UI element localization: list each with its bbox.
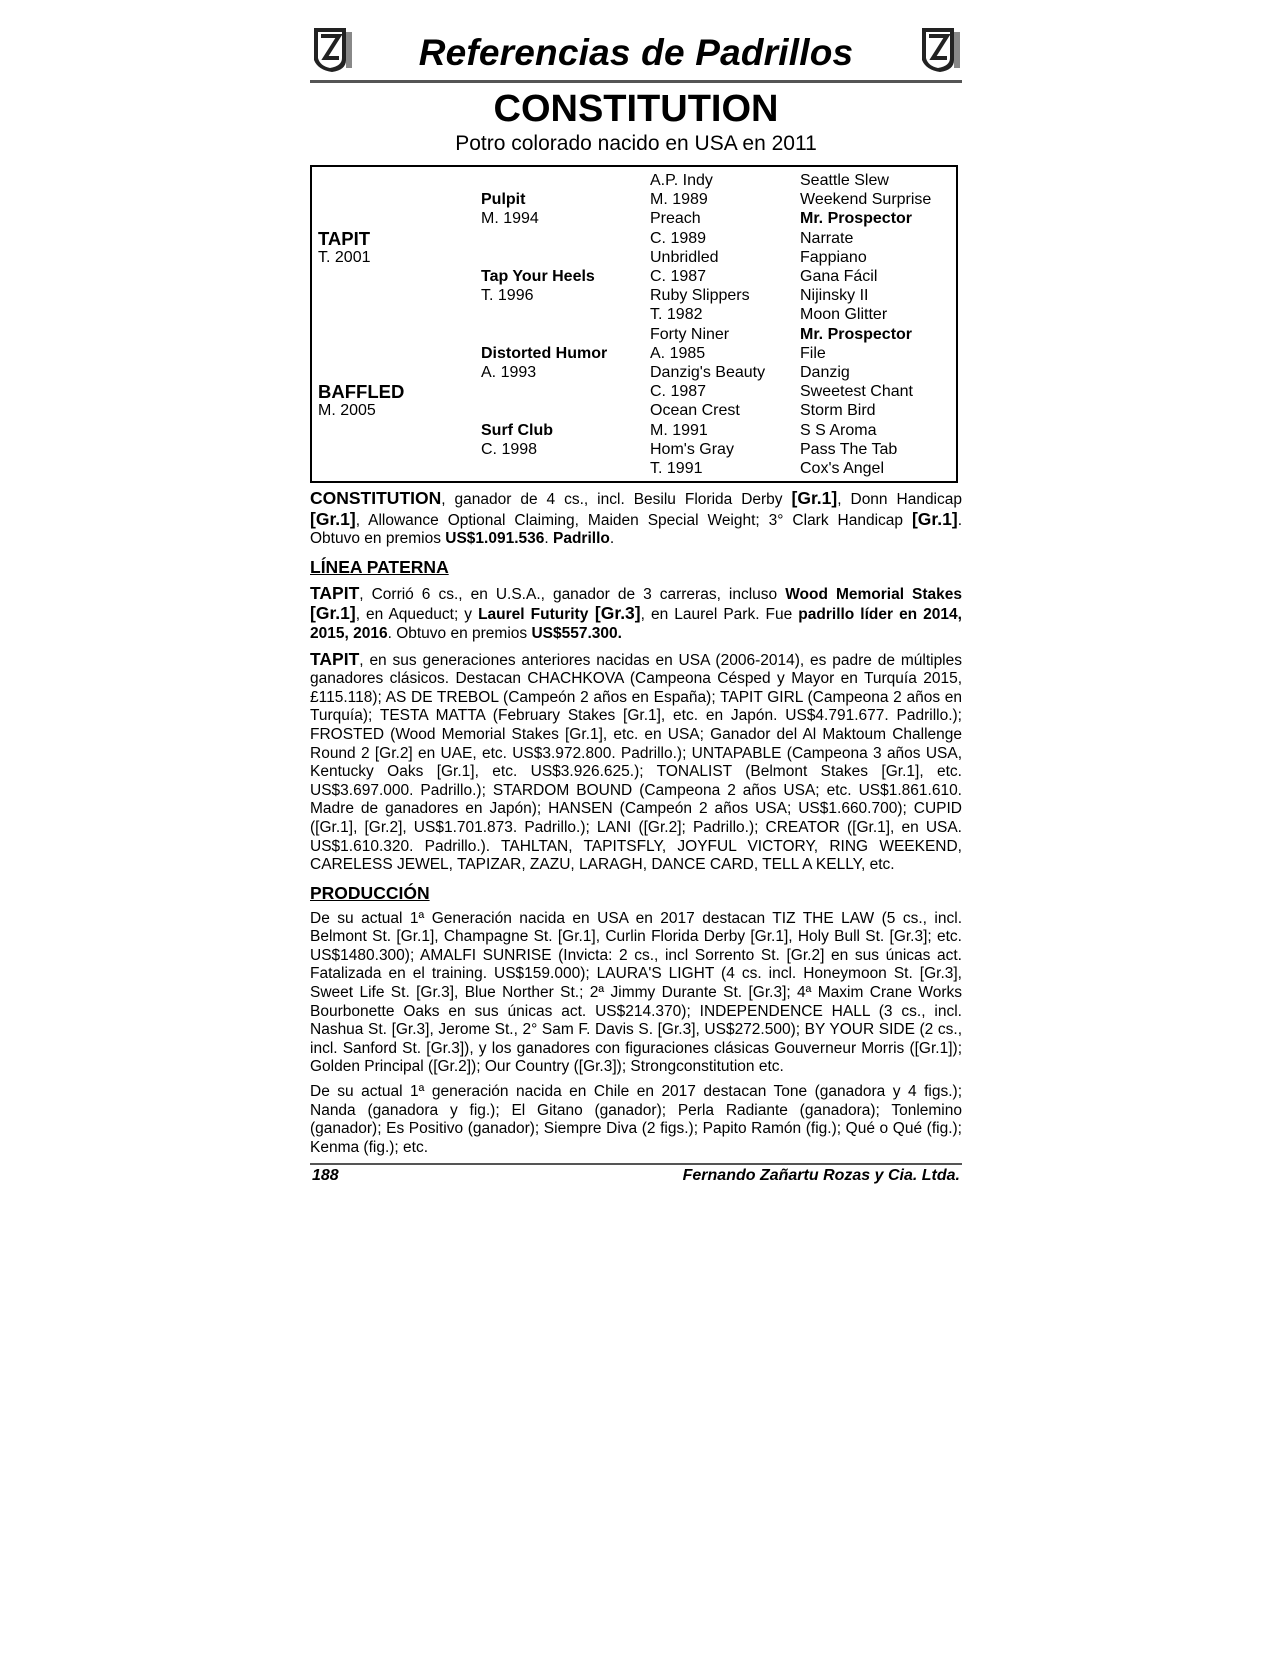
pedigree-cell: Moon Glitter (800, 306, 888, 324)
pedigree-cell: Preach (650, 210, 701, 228)
pedigree-cell: Gana Fácil (800, 268, 878, 285)
pedigree-cell: T. 2001 (318, 248, 371, 266)
pedigree-cell: Distorted Humor (481, 344, 608, 362)
pedigree-row (312, 248, 956, 267)
pedigree-cell: Ocean Crest (650, 402, 740, 420)
horse-name: CONSTITUTION (493, 88, 779, 130)
pedigree-row (312, 305, 956, 324)
pedigree-row (312, 171, 956, 190)
pedigree-cell: Seattle Slew (800, 172, 889, 189)
pedigree-cell: Unbridled (650, 248, 719, 266)
pedigree-row (312, 421, 956, 440)
pedigree-cell: A. 1993 (481, 364, 537, 381)
pedigree-cell: M. 1994 (481, 210, 539, 228)
pedigree-cell: Danzig's Beauty (650, 364, 766, 381)
pedigree-row (312, 229, 956, 248)
tapit-racing-paragraph: TAPIT, Corrió 6 cs., en U.S.A., ganador de 3 carreras, incluso Wood Memorial Stakes [Gr.1], en Aqueduct; y Laurel Futurity [Gr.3], en Laurel Park. Fue padrillo líder en 2014, 2015, 2016. Obtuvo en premios US$557.300. (310, 582, 963, 642)
pedigree-cell: Fappiano (800, 248, 867, 266)
pedigree-cell: Storm Bird (800, 402, 876, 420)
document-page (310, 22, 962, 1187)
zr-monogram-icon (918, 24, 962, 74)
pedigree-cell: Nijinsky II (800, 287, 869, 305)
pedigree-row (312, 209, 956, 228)
pedigree-cell: Surf Club (481, 421, 553, 439)
pedigree-cell: C. 1989 (650, 229, 707, 247)
pedigree-cell: TAPIT (318, 227, 371, 249)
page-footer (310, 1165, 962, 1187)
pedigree-cell: S S Aroma (800, 421, 877, 439)
pedigree-cell: Sweetest Chant (800, 383, 913, 401)
pedigree-row (312, 440, 956, 459)
pedigree-cell: C. 1987 (650, 383, 707, 401)
pedigree-table (310, 165, 958, 483)
pedigree-cell: M. 1991 (650, 421, 708, 439)
pedigree-cell: M. 1989 (650, 191, 708, 209)
pedigree-cell: A.P. Indy (650, 172, 713, 189)
pedigree-cell: C. 1998 (481, 440, 538, 458)
pedigree-cell: T. 1982 (650, 306, 703, 324)
tapit-offspring-paragraph: TAPIT, en sus generaciones anteriores nacidas en USA (2006-2014), es padre de múltiples ganadores clásicos. Destacan CHACHKOVA (Campeona Césped y Mayor en Turquía 2015, £115.118); AS DE TREBOL (Campeón 2 años en España); TAPIT GIRL (Campeona 2 años en Turquía); TESTA MATTA (February Stakes [Gr.1], etc. en Japón. US$4.791.677. Padrillo.); FROSTED (Wood Memorial Stakes [Gr.1], etc. en USA; Ganador del Al Maktoum Challenge Round 2 [Gr.2] en UAE, etc. US$3.972.800. Padrillo.); UNTAPABLE (Campeona 3 años USA, Kentucky Oaks [Gr.1], etc. US$3.926.625.); TONALIST (Belmont Stakes [Gr.1], etc. US$3.697.000. Padrillo.); STARDOM BOUND (Campeona 2 años USA; etc. US$1.861.610. Madre de ganadores en Japón); HANSEN (Campeón 2 años USA; US$1.660.700); CUPID ([Gr.1], [Gr.2], US$1.701.873. Padrillo.); LANI ([Gr.2]; Padrillo.); CREATOR ([Gr.1], en USA. US$1.610.320. Padrillo.). TAHLTAN, TAPITSFLY, JOYFUL VICTORY, RING WEEKEND, CARELESS JEWEL, TAPIZAR, ZAZU, LARAGH, DANCE CARD, TELL A KELLY, etc. (310, 648, 962, 874)
pedigree-row (312, 344, 956, 363)
pedigree-cell: Hom's Gray (650, 440, 734, 458)
pedigree-cell: Ruby Slippers (650, 287, 750, 305)
header-rule (310, 80, 962, 83)
production-chile-paragraph: De su actual 1ª generación nacida en Chile en 2017 destacan Tone (ganadora y 4 figs.); Nanda (ganadora y fig.); El Gitano (ganador); Perla Radiante (ganadora); Tonlemino (ganador); Es Positivo (ganador); Siempre Diva (2 figs.); Papito Ramón (fig.); Qué o Qué (fig.); Kenma (fig.); etc. (310, 1083, 962, 1156)
pedigree-cell: BAFFLED (318, 381, 405, 403)
pedigree-row (312, 459, 956, 478)
production-usa-paragraph: De su actual 1ª Generación nacida en USA en 2017 destacan TIZ THE LAW (5 cs., incl. Belmont St. [Gr.1], Champagne St. [Gr.1], Curlin Florida Derby [Gr.1], Holy Bull St. [Gr.3]; etc. US$1480.300); AMALFI SUNRISE (Invicta: 2 cs., incl Sorrento St. [Gr.2] en sus únicas act. Fatalizada en el training. US$159.000); LAURA'S LIGHT (4 cs. incl. Honeymoon St. [Gr.3], Sweet Life St. [Gr.3], Blue Norther St.; 2ª Jimmy Durante St. [Gr.3]; 4ª Maxim Crane Works Bourbonette Oaks en sus únicas act. US$214.370); INDEPENDENCE HALL (3 cs., incl. Nashua St. [Gr.3], Jerome St., 2° Sam F. Davis S. [Gr.3], US$272.500); BY YOUR SIDE (2 cs., incl. Sanford St. [Gr.3]), y los ganadores con figuraciones clásicas Gouverneur Morris ([Gr.1]); Golden Principal ([Gr.2]); Our Country ([Gr.3]); Strongconstitution etc. (310, 909, 962, 1076)
pedigree-cell: Weekend Surprise (800, 191, 932, 209)
horse-description: Potro colorado nacido en USA en 2011 (455, 132, 817, 155)
section-heading-linea-paterna: LÍNEA PATERNA (310, 556, 449, 577)
pedigree-row (312, 286, 956, 305)
pedigree-row (312, 382, 956, 401)
pedigree-cell: T. 1991 (650, 460, 703, 477)
pedigree-cell: Danzig (800, 364, 850, 381)
pedigree-cell: File (800, 344, 826, 362)
pedigree-cell: Mr. Prospector (800, 325, 913, 343)
pedigree-cell: Pulpit (481, 191, 526, 209)
pedigree-cell: C. 1987 (650, 268, 707, 285)
pedigree-row (312, 363, 956, 382)
pedigree-cell: Cox's Angel (800, 460, 884, 477)
summary-paragraph: CONSTITUTION, ganador de 4 cs., incl. Besilu Florida Derby [Gr.1], Donn Handicap [Gr.1], Allowance Optional Claiming, Maiden Special Weight; 3° Clark Handicap [Gr.1]. Obtuvo en premios US$1.091.536. Padrillo. (310, 488, 962, 548)
section-heading-produccion: PRODUCCIÓN (310, 882, 430, 903)
pedigree-row (312, 401, 956, 420)
pedigree-row (312, 190, 956, 209)
pedigree-row (312, 267, 956, 286)
pedigree-cell: Narrate (800, 229, 854, 247)
pedigree-cell: Forty Niner (650, 325, 730, 343)
pedigree-cell: Pass The Tab (800, 440, 898, 458)
pedigree-cell: M. 2005 (318, 402, 376, 420)
publisher-name: Fernando Zañartu Rozas y Cia. Ltda. (682, 1167, 960, 1185)
pedigree-cell: T. 1996 (481, 287, 534, 305)
pedigree-row (312, 325, 956, 344)
pedigree-cell: A. 1985 (650, 344, 706, 362)
pedigree-cell: Mr. Prospector (800, 210, 913, 228)
page-header (310, 22, 962, 80)
pedigree-cell: Tap Your Heels (481, 268, 595, 285)
page-title: Referencias de Padrillos (418, 32, 854, 73)
page-number: 188 (312, 1167, 339, 1185)
